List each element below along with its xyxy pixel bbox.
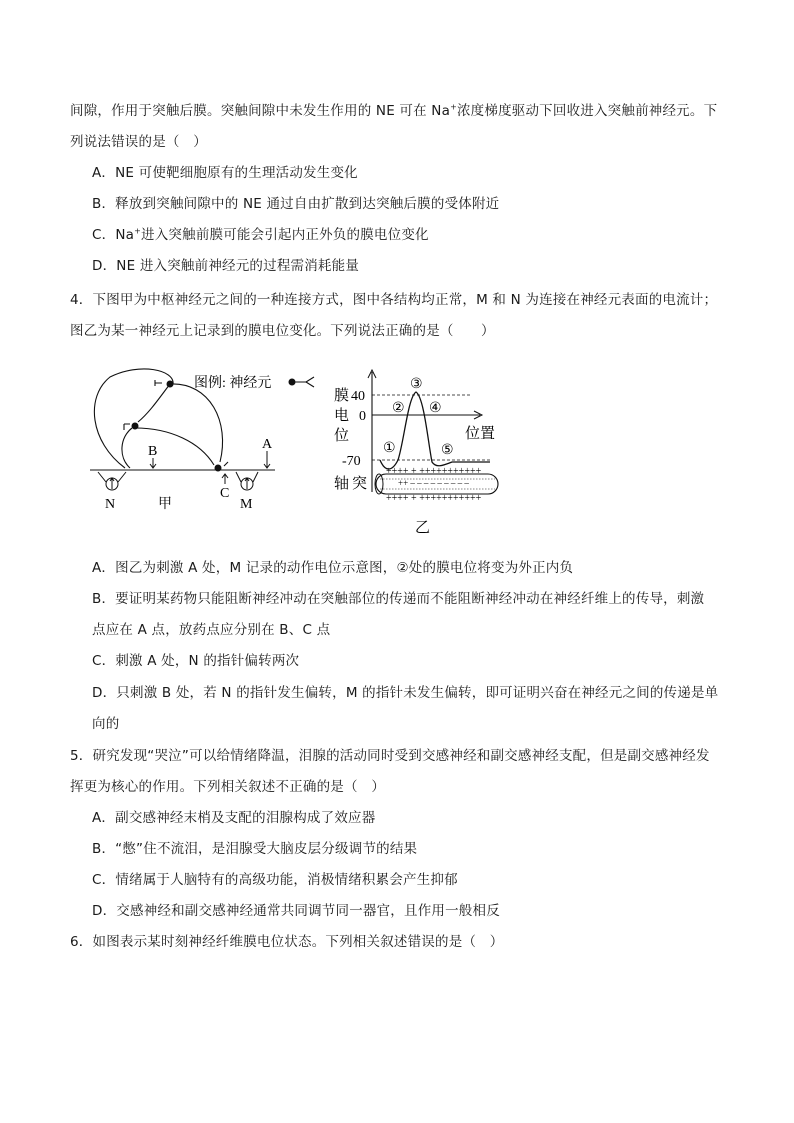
legend-neuron-tail [292,377,314,387]
q3-option-d: D．NE 进入突触前神经元的过程需消耗能量 [92,258,360,274]
legend-text: 图例: 神经元 [194,376,272,391]
q4-stem-line-1: 4．下图甲为中枢神经元之间的一种连接方式，图中各结构均正常，M 和 N 为连接在神经元表面的电流计； [70,292,718,308]
label-c: C [220,486,230,501]
label-b: B [148,444,158,459]
q3-option-c: C．Na+进入突触前膜可能会引起内正外负的膜电位变化 [92,226,429,243]
q4-option-d-line-1: D．只刺激 B 处，若 N 的指针发生偏转，M 的指针未发生偏转，即可证明兴奋在神经元之间的传递是单 [92,685,719,701]
q3-option-b: B．释放到突触间隙中的 NE 通过自由扩散到达突触后膜的受体附近 [92,196,500,212]
q4-stem-line-2: 图乙为某一神经元上记录到的膜电位变化。下列说法正确的是（ ） [70,323,495,339]
yi-charges-bottom: ++++ + +++++++++++ [386,493,482,504]
synapse-middle [124,424,130,430]
q4-option-a: A．图乙为刺激 A 处，M 记录的动作电位示意图，②处的膜电位将变为外正内负 [92,560,574,576]
caption-yi: 乙 [415,520,431,536]
top-neuron-axon [170,384,223,462]
q6-stem: 6．如图表示某时刻神经纤维膜电位状态。下列相关叙述错误的是（ ） [70,934,504,950]
q3-stem-line-1: 间隙，作用于突触后膜。突触间隙中未发生作用的 NE 可在 Na+浓度梯度驱动下回收进入突触前神经元。下 [70,102,718,119]
yi-tick-m70: -70 [342,454,361,469]
q5-option-c: C．情绪属于人脑特有的高级功能，消极情绪积累会产生抑郁 [92,872,458,888]
q3-option-a: A．NE 可使靶细胞原有的生理活动发生变化 [92,165,358,181]
q4-figure-svg [80,362,540,542]
top-neuron-dendrite [138,384,170,422]
label-n: N [105,497,116,512]
q3-stem-line-2: 列说法错误的是（ ） [70,134,207,150]
label-m: M [240,497,253,512]
middle-neuron-dendrite [122,428,132,468]
q4-option-c: C．刺激 A 处，N 的指针偏转两次 [92,653,300,669]
middle-neuron-axon [135,428,214,465]
neuron-body-middle [132,423,139,430]
yi-axon-label-2: 突 [352,476,368,492]
yi-tick-40: 40 [351,389,365,404]
yi-xlabel: 位置 [465,426,496,442]
yi-charges-inner: ++ ‒ ‒ ‒ ‒ ‒ ‒ ‒ ‒ ‒ [398,478,469,488]
yi-point-5: ⑤ [441,442,454,458]
yi-charges-top: ++++ + +++++++++++ [386,466,482,477]
neuron-body-right [215,465,222,472]
q5-option-b: B．“憋”住不流泪，是泪腺受大脑皮层分级调节的结果 [92,841,418,857]
q4-option-b-line-2: 点应在 A 点，放药点应分别在 B、C 点 [92,622,331,638]
outer-loop-axon [94,369,173,468]
yi-point-2: ② [392,400,405,416]
label-a: A [262,437,273,452]
galvanometer-m [236,472,258,490]
yi-ylabel-2: 电 [334,408,350,424]
yi-ylabel-3: 位 [334,428,350,444]
galvanometer-n [98,472,126,490]
q4-option-d-line-2: 向的 [92,716,120,732]
q5-option-a: A．副交感神经末梢及支配的泪腺构成了效应器 [92,810,376,826]
q4-figure [80,362,540,542]
yi-tick-0: 0 [359,409,366,424]
neuron-body-top [167,381,174,388]
yi-point-4: ④ [429,400,442,416]
yi-ylabel-1: 膜 [334,388,350,404]
synapse-top [155,380,162,386]
q5-stem-line-2: 挥更为核心的作用。下列相关叙述不正确的是（ ） [70,779,386,795]
yi-point-3: ③ [410,376,423,392]
yi-axon-label-1: 轴 [334,476,350,492]
q5-stem-line-1: 5．研究发现“哭泣”可以给情绪降温，泪腺的活动同时受到交感神经和副交感神经支配，但是副交感神经发 [70,748,710,764]
caption-jia: 甲 [158,497,172,512]
q5-option-d: D．交感神经和副交感神经通常共同调节同一器官，且作用一般相反 [92,903,500,919]
yi-point-1: ① [383,440,396,456]
q4-option-b-line-1: B．要证明某药物只能阻断神经冲动在突触部位的传递而不能阻断神经冲动在神经纤维上的传导，刺激 [92,591,705,607]
